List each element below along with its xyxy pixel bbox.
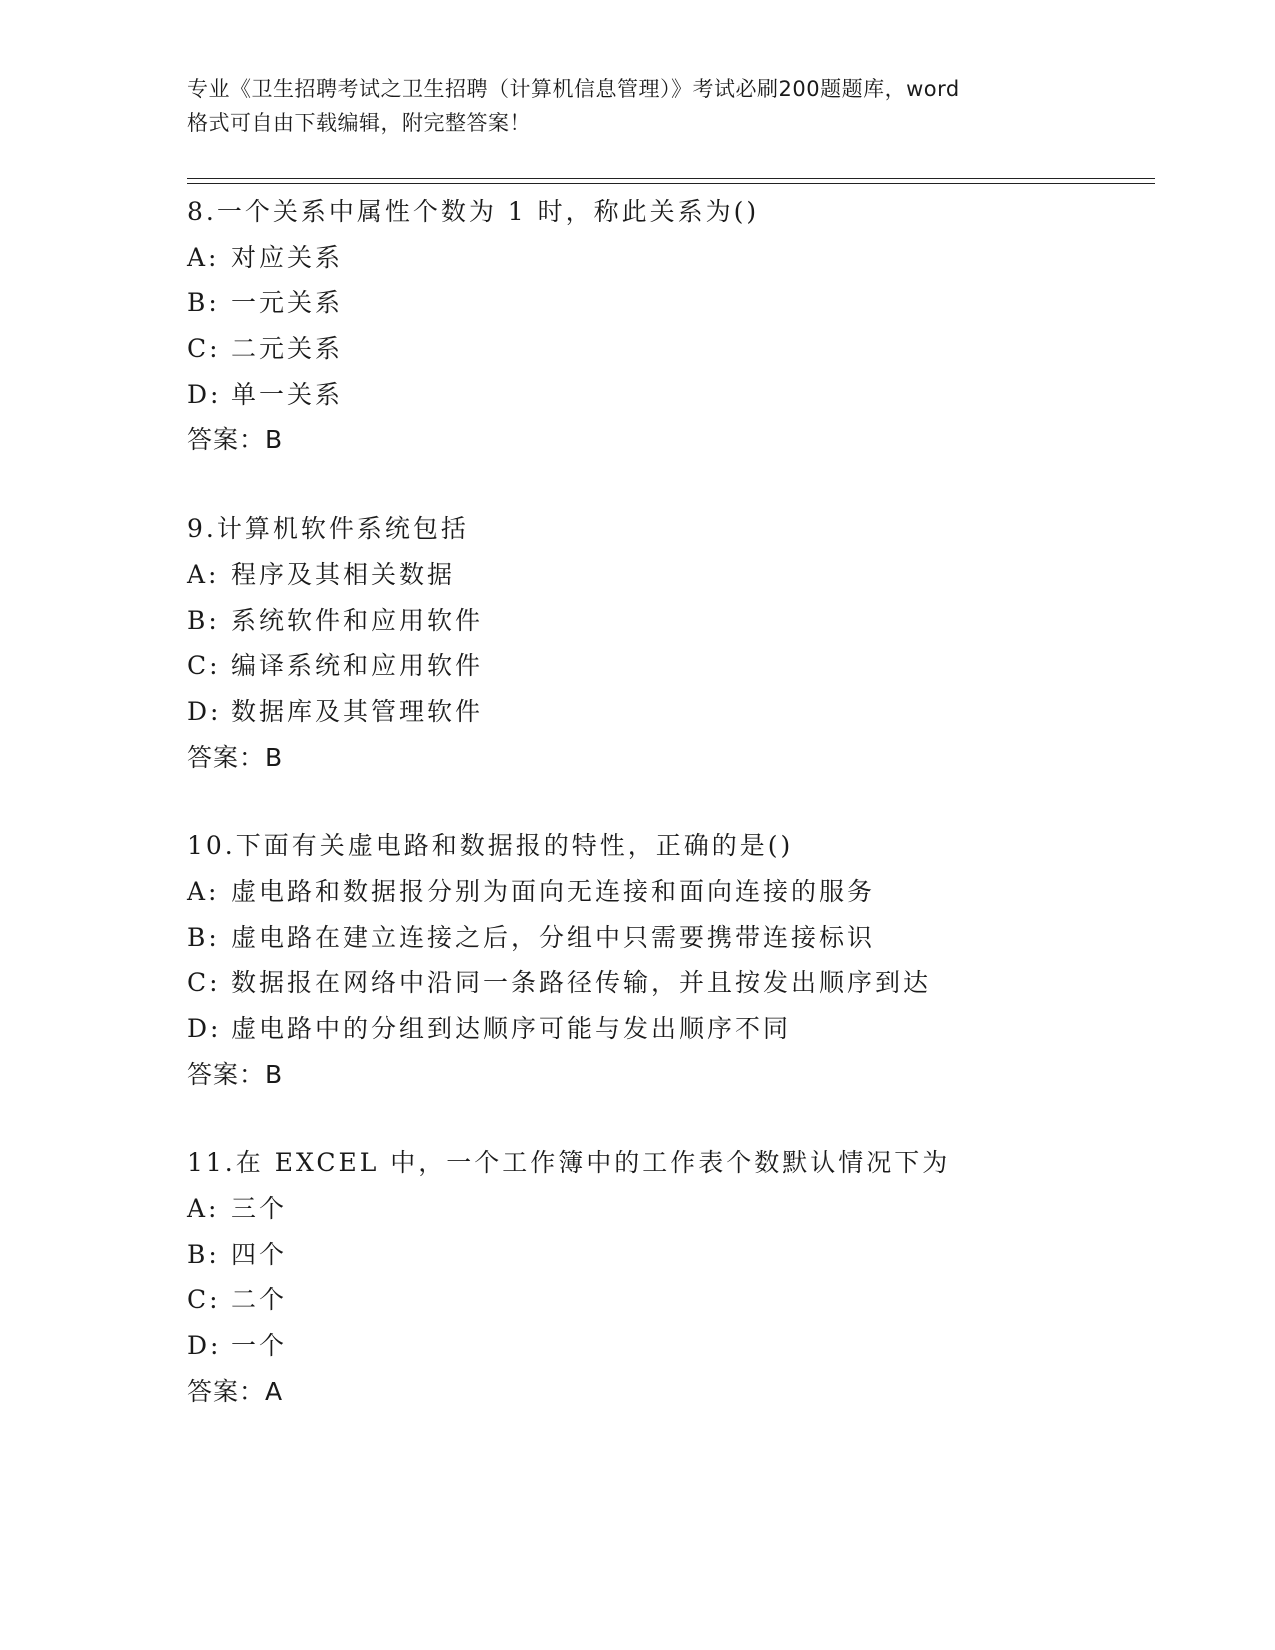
option-text: 四个 [231, 1239, 288, 1269]
header-divider-bottom [187, 183, 1155, 184]
question-8 [187, 189, 1155, 463]
option-text: 二元关系 [231, 334, 344, 364]
option-c [187, 326, 1155, 372]
option-a [187, 869, 1155, 915]
option-text: 三个 [231, 1194, 288, 1224]
option-letter: A: [187, 876, 220, 906]
option-text: 对应关系 [231, 242, 344, 272]
option-b [187, 1232, 1155, 1278]
option-a [187, 235, 1155, 281]
option-text: 一个 [231, 1331, 288, 1361]
option-letter: B: [187, 605, 220, 635]
option-c [187, 643, 1155, 689]
option-a [187, 552, 1155, 598]
option-a [187, 1186, 1155, 1232]
answer-line: 答案：A [187, 1376, 284, 1406]
option-text: 数据库及其管理软件 [231, 696, 484, 726]
option-c [187, 960, 1155, 1006]
question-stem: 11.在 EXCEL 中，一个工作簿中的工作表个数默认情况下为 [187, 1148, 951, 1178]
answer-line: 答案：B [187, 742, 284, 772]
option-letter: D: [187, 696, 222, 726]
option-letter: A: [187, 559, 220, 589]
option-d [187, 372, 1155, 418]
option-d [187, 1323, 1155, 1369]
question-10 [187, 823, 1155, 1097]
option-letter: B: [187, 288, 220, 318]
option-text: 数据报在网络中沿同一条路径传输，并且按发出顺序到达 [231, 968, 932, 998]
option-letter: D: [187, 379, 222, 409]
option-letter: C: [187, 651, 221, 681]
option-letter: D: [187, 1331, 222, 1361]
option-text: 虚电路在建立连接之后，分组中只需要携带连接标识 [231, 922, 876, 952]
option-c [187, 1277, 1155, 1323]
option-d [187, 689, 1155, 735]
option-b [187, 915, 1155, 961]
option-letter: B: [187, 922, 220, 952]
question-stem: 8.一个关系中属性个数为 1 时，称此关系为() [187, 197, 760, 226]
answer-line: 答案：B [187, 425, 284, 455]
option-letter: C: [187, 968, 221, 998]
option-text: 程序及其相关数据 [231, 559, 456, 589]
option-text: 系统软件和应用软件 [231, 605, 484, 635]
question-11 [187, 1140, 1155, 1414]
question-stem: 10.下面有关虚电路和数据报的特性，正确的是() [187, 831, 794, 861]
option-text: 一元关系 [231, 288, 344, 318]
option-b [187, 280, 1155, 326]
header-divider-top [187, 178, 1155, 179]
option-text: 单一关系 [231, 379, 344, 409]
option-letter: B: [187, 1239, 220, 1269]
answer-line: 答案：B [187, 1059, 284, 1089]
option-letter: C: [187, 1285, 221, 1315]
document-header [187, 72, 1087, 140]
question-list [187, 189, 1155, 1458]
option-text: 编译系统和应用软件 [231, 651, 484, 681]
option-d [187, 1006, 1155, 1052]
option-b [187, 598, 1155, 644]
header-line-2: 格式可自由下载编辑，附完整答案！ [187, 111, 531, 135]
option-letter: C: [187, 334, 221, 364]
option-text: 虚电路中的分组到达顺序可能与发出顺序不同 [231, 1014, 792, 1043]
option-text: 二个 [231, 1285, 288, 1315]
option-letter: A: [187, 1194, 220, 1224]
question-stem: 9.计算机软件系统包括 [187, 514, 469, 544]
option-letter: A: [187, 242, 220, 272]
option-text: 虚电路和数据报分别为面向无连接和面向连接的服务 [231, 876, 876, 906]
option-letter: D: [187, 1014, 222, 1043]
question-9 [187, 506, 1155, 780]
header-line-1: 专业《卫生招聘考试之卫生招聘（计算机信息管理）》考试必刷200题题库，word [187, 77, 960, 101]
